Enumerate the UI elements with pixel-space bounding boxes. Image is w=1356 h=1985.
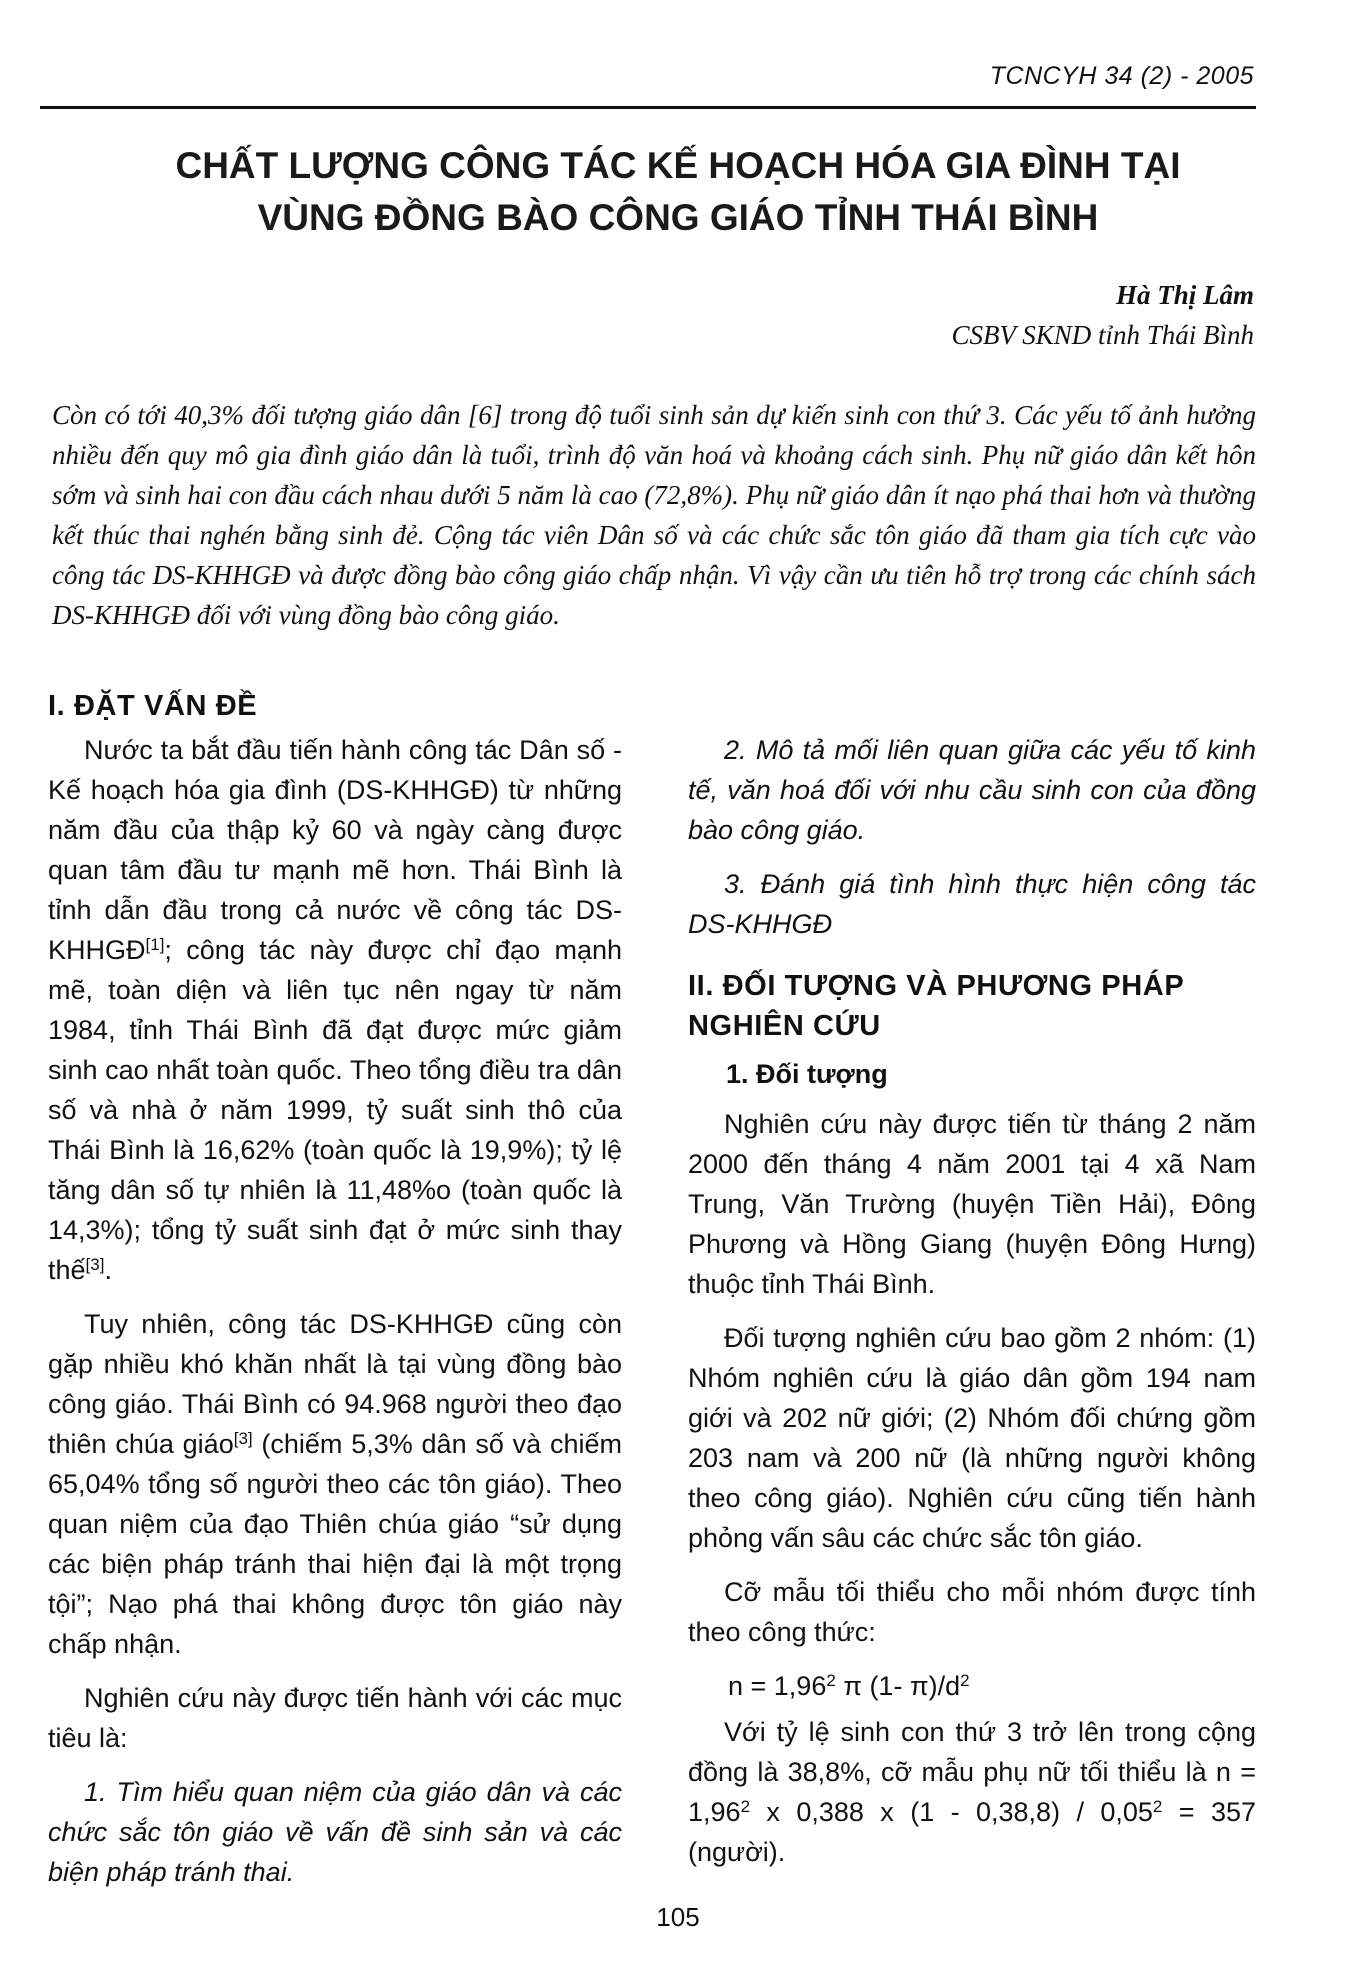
intro-paragraph-3: Nghiên cứu này được tiến hành với các mục tiêu là: bbox=[48, 1683, 622, 1753]
author-block bbox=[951, 275, 1254, 355]
title-line-1: CHẤT LƯỢNG CÔNG TÁC KẾ HOẠCH HÓA GIA ĐÌNH TẠI bbox=[175, 145, 1181, 186]
objective-1: 1. Tìm hiểu quan niệm của giáo dân và các chức sắc tôn giáo về vấn đề sinh sản và các biện pháp tránh thai. bbox=[48, 1777, 622, 1887]
journal-reference: TCNCYH 34 (2) - 2005 bbox=[989, 62, 1254, 90]
author-name: Hà Thị Lâm bbox=[1115, 280, 1254, 310]
author-affiliation: CSBV SKND tỉnh Thái Bình bbox=[951, 320, 1254, 350]
formula-exponent-1: 2 bbox=[826, 1671, 836, 1690]
objective-2: 2. Mô tả mối liên quan giữa các yếu tố kinh tế, văn hoá đối với nhu cầu sinh con của đồng bào công giáo. bbox=[688, 735, 1256, 845]
p4-exponent-2: 2 bbox=[1152, 1797, 1163, 1816]
p4-text-a: Với tỷ lệ sinh con thứ 3 trở lên trong cộng đồng là 38,8%, cỡ mẫu phụ nữ tối thiểu là n = 1,96 bbox=[688, 1717, 1256, 1827]
formula-part-b: π (1- π)/d bbox=[835, 1671, 961, 1701]
formula-part-a: n = 1,96 bbox=[728, 1671, 827, 1701]
intro-p2-text-a: Tuy nhiên, công tác DS-KHHGĐ cũng còn gặp nhiều khó khăn nhất là tại vùng đồng bào công giáo. Thái Bình có 94.968 người theo đạo thiên chúa giáo bbox=[48, 1309, 622, 1459]
p4-text-c: = 357 (người). bbox=[688, 1797, 1256, 1867]
intro-paragraph-1 bbox=[48, 730, 622, 1290]
methods-paragraph-4 bbox=[688, 1712, 1256, 1872]
p4-text-b: x 0,388 x (1 - 0,38,8) / 0,05 bbox=[750, 1797, 1153, 1827]
article-title bbox=[60, 140, 1296, 244]
intro-p1-text-c: . bbox=[104, 1255, 112, 1285]
citation-3b: [3] bbox=[233, 1429, 253, 1448]
methods-paragraph-3: Cỡ mẫu tối thiểu cho mỗi nhóm được tính theo công thức: bbox=[688, 1577, 1256, 1647]
abstract: Còn có tới 40,3% đối tượng giáo dân [6] trong độ tuổi sinh sản dự kiến sinh con thứ 3. Các yếu tố ảnh hưởng nhiều đến quy mô gia đình giáo dân là tuổi, trình độ văn hoá và khoảng cách sinh. Phụ nữ giáo dân kết hôn sớm và sinh hai con đầu cách nhau dưới 5 năm là cao (72,8%). Phụ nữ giáo dân ít nạo phá thai hơn và thường kết thúc thai nghén bằng sinh đẻ. Cộng tác viên Dân số và các chức sắc tôn giáo đã tham gia tích cực vào công tác DS-KHHGĐ và được đồng bào công giáo chấp nhận. Vì vậy cần ưu tiên hỗ trợ trong các chính sách DS-KHHGĐ đối với vùng đồng bào công giáo. bbox=[52, 400, 1256, 630]
right-column bbox=[688, 730, 1256, 1886]
intro-p2-text-b: (chiếm 5,3% dân số và chiếm 65,04% tổng số người theo các tôn giáo). Theo quan niệm của đạo Thiên chúa giáo “sử dụng các biện pháp tránh thai hiện đại là một trọng tội”; Nạo phá thai không được tôn giáo này chấp nhận. bbox=[48, 1429, 622, 1659]
left-column bbox=[48, 686, 622, 1906]
intro-p1-text-a: Nước ta bắt đầu tiến hành công tác Dân số - Kế hoạch hóa gia đình (DS-KHHGĐ) từ những năm đầu của thập kỷ 60 và ngày càng được quan tâm đầu tư mạnh mẽ hơn. Thái Bình là tỉnh dẫn đầu trong cả nước về công tác DS-KHHGĐ bbox=[48, 735, 622, 965]
subsection-heading-subjects: 1. Đối tượng bbox=[726, 1059, 888, 1089]
objective-3: 3. Đánh giá tình hình thực hiện công tác DS-KHHGĐ bbox=[688, 869, 1256, 939]
formula-exponent-2: 2 bbox=[960, 1671, 970, 1690]
section-heading-methods: II. ĐỐI TƯỢNG VÀ PHƯƠNG PHÁP NGHIÊN CỨU bbox=[688, 970, 1184, 1042]
section-heading-introduction: I. ĐẶT VẤN ĐỀ bbox=[48, 690, 258, 722]
intro-p1-text-b: ; công tác này được chỉ đạo mạnh mẽ, toàn diện và liên tục nên ngay từ năm 1984, tỉnh Thái Bình đã đạt được mức giảm sinh cao nhất toàn quốc. Theo tổng điều tra dân số và nhà ở năm 1999, tỷ suất sinh thô của Thái Bình là 16,62% (toàn quốc là 19,9%); tỷ lệ tăng dân số tự nhiên là 11,48%o (toàn quốc là 14,3%); tổng tỷ suất sinh đạt ở mức sinh thay thế bbox=[48, 935, 622, 1285]
sample-size-formula bbox=[688, 1666, 1256, 1706]
intro-paragraph-2 bbox=[48, 1304, 622, 1664]
title-line-2: VÙNG ĐỒNG BÀO CÔNG GIÁO TỈNH THÁI BÌNH bbox=[257, 197, 1099, 238]
citation-1: [1] bbox=[145, 935, 165, 954]
p4-exponent-1: 2 bbox=[740, 1797, 751, 1816]
header-rule bbox=[40, 106, 1256, 109]
methods-paragraph-2: Đối tượng nghiên cứu bao gồm 2 nhóm: (1) Nhóm nghiên cứu là giáo dân gồm 194 nam giới và 202 nữ giới; (2) Nhóm đối chứng gồm 203 nam và 200 nữ (là những người không theo công giáo). Nghiên cứu cũng tiến hành phỏng vấn sâu các chức sắc tôn giáo. bbox=[688, 1323, 1256, 1553]
citation-3: [3] bbox=[85, 1255, 105, 1274]
page-number: 105 bbox=[656, 1902, 700, 1932]
methods-paragraph-1: Nghiên cứu này được tiến từ tháng 2 năm 2000 đến tháng 4 năm 2001 tại 4 xã Nam Trung, Văn Trường (huyện Tiền Hải), Đông Phương và Hồng Giang (huyện Đông Hưng) thuộc tỉnh Thái Bình. bbox=[688, 1109, 1256, 1299]
